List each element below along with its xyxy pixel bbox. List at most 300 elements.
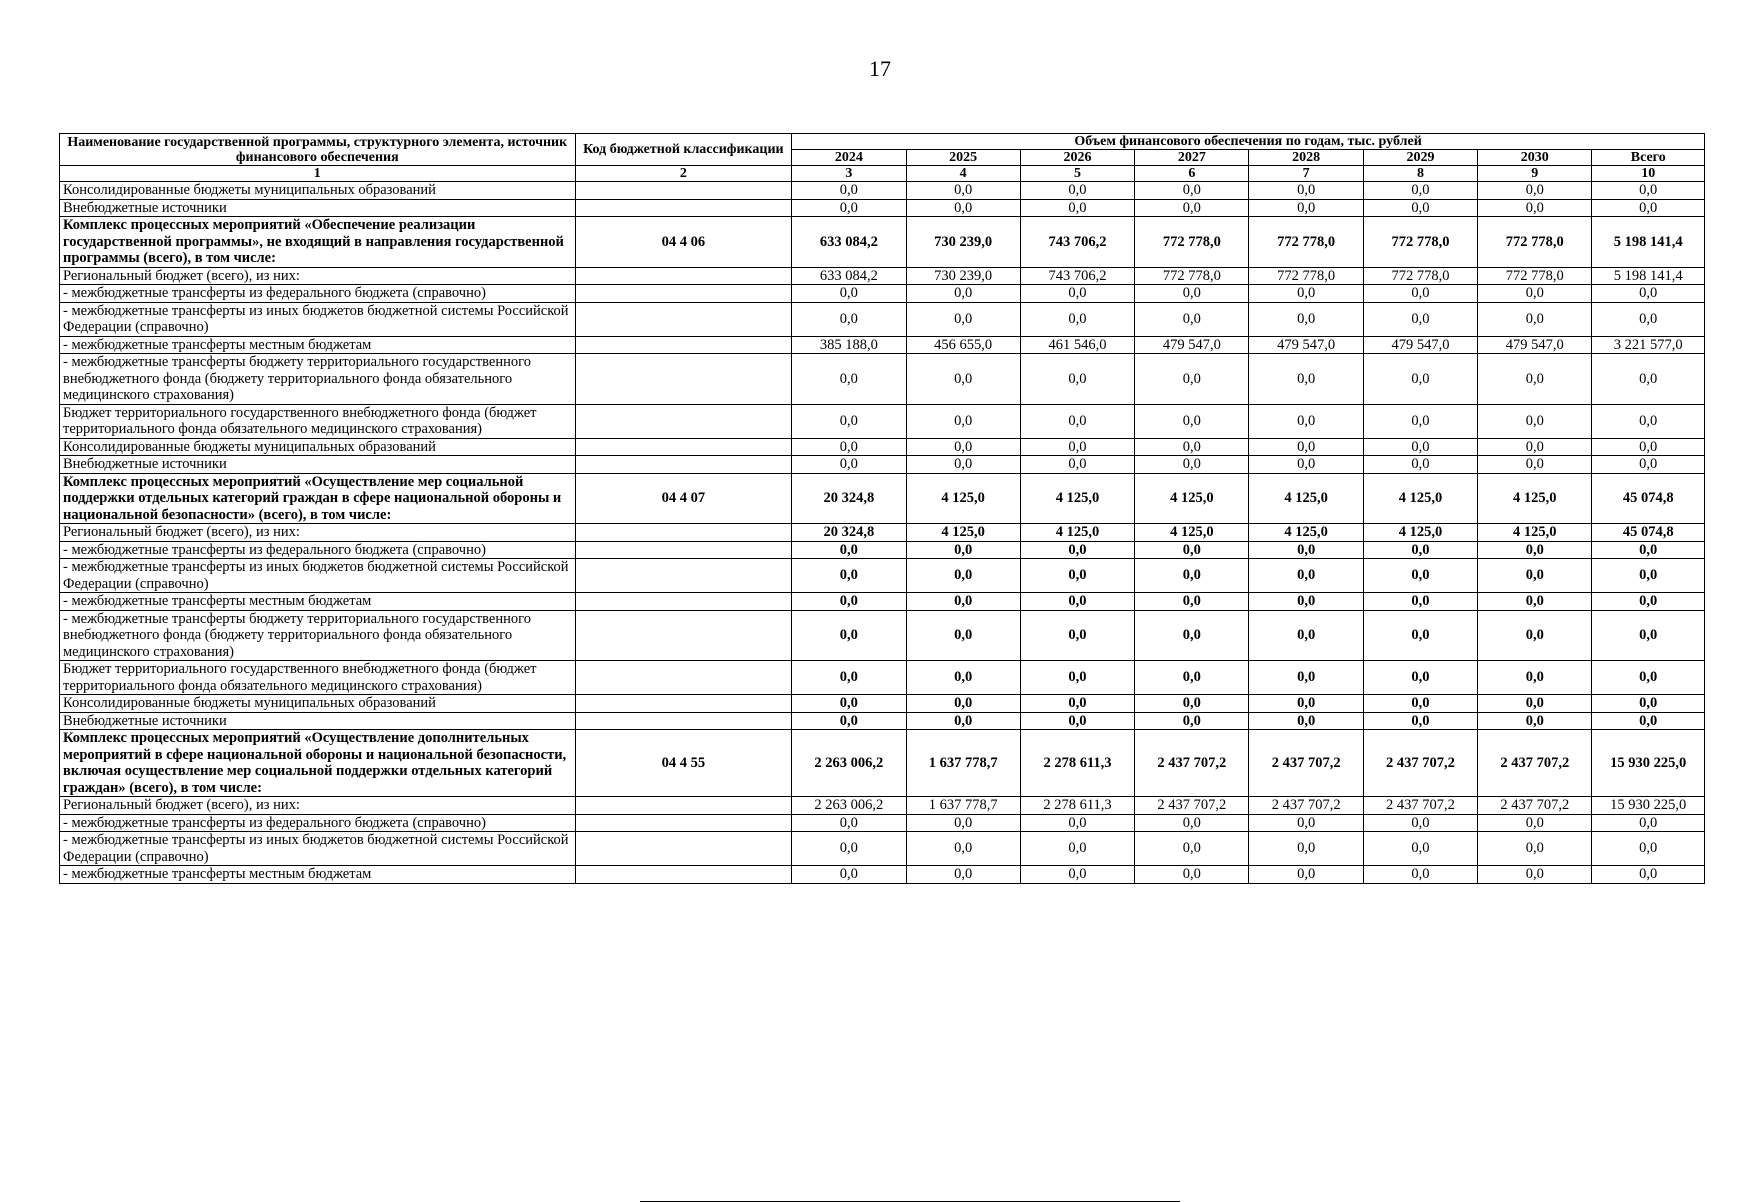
row-total: 45 074,8: [1592, 473, 1705, 524]
row-value: 0,0: [1020, 695, 1134, 713]
row-value: 743 706,2: [1020, 267, 1134, 285]
row-name: - межбюджетные трансферты бюджету территориального государственного внебюджетного фонда (бюджету территориального фонда обязательного медицинского страхования): [60, 610, 576, 661]
row-value: 4 125,0: [906, 473, 1020, 524]
row-value: 0,0: [1363, 285, 1477, 303]
row-value: 0,0: [1478, 593, 1592, 611]
table-header: [60, 134, 1705, 182]
row-value: 0,0: [1020, 302, 1134, 336]
row-value: 0,0: [1135, 302, 1249, 336]
row-value: 0,0: [906, 593, 1020, 611]
row-name: Бюджет территориального государственного внебюджетного фонда (бюджет территориального фонда обязательного медицинского страхования): [60, 661, 576, 695]
row-name: - межбюджетные трансферты из иных бюджетов бюджетной системы Российской Федерации (справочно): [60, 559, 576, 593]
column-number: 2: [575, 166, 792, 182]
row-value: 0,0: [1135, 610, 1249, 661]
row-value: 0,0: [1020, 354, 1134, 405]
row-name: Комплекс процессных мероприятий «Осуществление дополнительных мероприятий в сфере национальной обороны и национальной безопасности, включая осуществление мер социальной поддержки отдельных категорий граждан» (всего), в том числе:: [60, 730, 576, 797]
row-value: 0,0: [1363, 199, 1477, 217]
row-total: 0,0: [1592, 182, 1705, 200]
table-row: [60, 730, 1705, 797]
row-value: 0,0: [1249, 285, 1363, 303]
row-value: 0,0: [1478, 559, 1592, 593]
row-value: 0,0: [1135, 695, 1249, 713]
row-value: 0,0: [906, 302, 1020, 336]
row-total: 15 930 225,0: [1592, 730, 1705, 797]
row-code: [575, 302, 792, 336]
row-value: 0,0: [906, 182, 1020, 200]
row-code: [575, 610, 792, 661]
row-value: 1 637 778,7: [906, 730, 1020, 797]
row-value: 0,0: [1020, 593, 1134, 611]
row-value: 0,0: [1249, 438, 1363, 456]
row-value: 2 437 707,2: [1478, 730, 1592, 797]
row-value: 0,0: [792, 438, 906, 456]
row-value: 0,0: [906, 559, 1020, 593]
row-code: [575, 559, 792, 593]
row-value: 0,0: [1249, 302, 1363, 336]
row-value: 0,0: [1478, 610, 1592, 661]
table-row: [60, 797, 1705, 815]
row-value: 0,0: [1363, 456, 1477, 474]
row-value: 0,0: [792, 302, 906, 336]
row-value: 0,0: [1363, 593, 1477, 611]
row-value: 0,0: [1363, 610, 1477, 661]
row-value: 0,0: [1249, 541, 1363, 559]
column-number: 5: [1020, 166, 1134, 182]
row-value: 0,0: [1249, 866, 1363, 884]
row-value: 0,0: [906, 456, 1020, 474]
row-name: Комплекс процессных мероприятий «Обеспечение реализации государственной программы», не входящий в направления государственной программы (всего), в том числе:: [60, 217, 576, 268]
row-total: 0,0: [1592, 610, 1705, 661]
row-value: 0,0: [1249, 695, 1363, 713]
row-value: 2 437 707,2: [1135, 797, 1249, 815]
row-name: Региональный бюджет (всего), из них:: [60, 267, 576, 285]
row-value: 0,0: [906, 814, 1020, 832]
row-total: 15 930 225,0: [1592, 797, 1705, 815]
row-value: 0,0: [1478, 661, 1592, 695]
row-value: 0,0: [906, 695, 1020, 713]
row-name: Консолидированные бюджеты муниципальных образований: [60, 438, 576, 456]
column-number: 1: [60, 166, 576, 182]
row-value: 0,0: [792, 661, 906, 695]
row-value: 772 778,0: [1478, 217, 1592, 268]
table-row: [60, 473, 1705, 524]
row-value: 0,0: [792, 814, 906, 832]
row-value: 0,0: [1478, 302, 1592, 336]
column-number: 9: [1478, 166, 1592, 182]
row-total: 0,0: [1592, 285, 1705, 303]
row-value: 0,0: [1249, 610, 1363, 661]
row-value: 0,0: [792, 593, 906, 611]
row-value: 0,0: [1249, 832, 1363, 866]
row-value: 0,0: [792, 199, 906, 217]
row-value: 0,0: [906, 610, 1020, 661]
table-row: [60, 302, 1705, 336]
row-value: 0,0: [1249, 559, 1363, 593]
header-year: 2030: [1478, 150, 1592, 166]
row-value: 0,0: [1478, 438, 1592, 456]
row-value: 0,0: [1020, 866, 1134, 884]
row-code: [575, 661, 792, 695]
row-value: 0,0: [1478, 541, 1592, 559]
table-row: [60, 404, 1705, 438]
header-name: Наименование государственной программы, структурного элемента, источник финансового обеспечения: [60, 134, 576, 166]
row-name: - межбюджетные трансферты местным бюджетам: [60, 593, 576, 611]
row-value: 0,0: [1020, 832, 1134, 866]
header-total: Всего: [1592, 150, 1705, 166]
row-value: 0,0: [1249, 199, 1363, 217]
row-value: 0,0: [1020, 814, 1134, 832]
row-value: 2 437 707,2: [1363, 797, 1477, 815]
row-value: 0,0: [906, 712, 1020, 730]
row-value: 0,0: [792, 541, 906, 559]
row-value: 385 188,0: [792, 336, 906, 354]
row-value: 633 084,2: [792, 217, 906, 268]
row-total: 0,0: [1592, 559, 1705, 593]
row-code: [575, 541, 792, 559]
row-code: 04 4 06: [575, 217, 792, 268]
row-value: 0,0: [1363, 559, 1477, 593]
row-value: 0,0: [1135, 593, 1249, 611]
row-value: 461 546,0: [1020, 336, 1134, 354]
row-value: 0,0: [1249, 814, 1363, 832]
row-value: 4 125,0: [1135, 473, 1249, 524]
row-value: 0,0: [792, 610, 906, 661]
row-total: 0,0: [1592, 302, 1705, 336]
row-value: 479 547,0: [1478, 336, 1592, 354]
row-total: 45 074,8: [1592, 524, 1705, 542]
row-name: - межбюджетные трансферты из иных бюджетов бюджетной системы Российской Федерации (справочно): [60, 832, 576, 866]
table-row: [60, 814, 1705, 832]
row-value: 2 278 611,3: [1020, 797, 1134, 815]
page-number: 17: [869, 56, 891, 81]
row-total: 0,0: [1592, 456, 1705, 474]
row-value: 0,0: [1249, 712, 1363, 730]
row-name: Региональный бюджет (всего), из них:: [60, 797, 576, 815]
row-value: 0,0: [792, 456, 906, 474]
row-total: 0,0: [1592, 593, 1705, 611]
row-value: 0,0: [1363, 354, 1477, 405]
table-row: [60, 559, 1705, 593]
column-number: 10: [1592, 166, 1705, 182]
row-value: 0,0: [1135, 541, 1249, 559]
row-value: 0,0: [1020, 456, 1134, 474]
row-value: 0,0: [1020, 712, 1134, 730]
row-code: [575, 524, 792, 542]
row-name: Внебюджетные источники: [60, 199, 576, 217]
row-name: - межбюджетные трансферты из федерального бюджета (справочно): [60, 285, 576, 303]
row-value: 0,0: [1020, 610, 1134, 661]
row-value: 772 778,0: [1249, 267, 1363, 285]
row-code: [575, 404, 792, 438]
row-value: 0,0: [792, 559, 906, 593]
row-value: 772 778,0: [1478, 267, 1592, 285]
row-value: 730 239,0: [906, 267, 1020, 285]
table-row: [60, 182, 1705, 200]
row-value: 0,0: [1478, 182, 1592, 200]
row-value: 0,0: [906, 199, 1020, 217]
row-code: [575, 866, 792, 884]
row-code: [575, 354, 792, 405]
row-value: 633 084,2: [792, 267, 906, 285]
row-value: 2 437 707,2: [1478, 797, 1592, 815]
header-year: 2025: [906, 150, 1020, 166]
row-total: 0,0: [1592, 354, 1705, 405]
row-total: 0,0: [1592, 661, 1705, 695]
row-value: 4 125,0: [1135, 524, 1249, 542]
row-value: 0,0: [1135, 661, 1249, 695]
header-year: 2028: [1249, 150, 1363, 166]
row-value: 0,0: [1363, 661, 1477, 695]
row-name: - межбюджетные трансферты из федерального бюджета (справочно): [60, 541, 576, 559]
row-value: 4 125,0: [1363, 524, 1477, 542]
row-value: 0,0: [1135, 404, 1249, 438]
row-value: 0,0: [792, 285, 906, 303]
row-value: 2 278 611,3: [1020, 730, 1134, 797]
row-total: 5 198 141,4: [1592, 267, 1705, 285]
row-value: 0,0: [1363, 712, 1477, 730]
row-value: 0,0: [1478, 354, 1592, 405]
row-code: [575, 267, 792, 285]
row-value: 4 125,0: [1020, 473, 1134, 524]
row-value: 4 125,0: [1478, 473, 1592, 524]
header-year: 2026: [1020, 150, 1134, 166]
row-value: 0,0: [1363, 438, 1477, 456]
row-value: 0,0: [792, 354, 906, 405]
row-code: 04 4 55: [575, 730, 792, 797]
row-total: 0,0: [1592, 404, 1705, 438]
row-name: Региональный бюджет (всего), из них:: [60, 524, 576, 542]
row-value: 0,0: [1135, 285, 1249, 303]
row-name: Консолидированные бюджеты муниципальных образований: [60, 695, 576, 713]
row-value: 0,0: [792, 182, 906, 200]
row-value: 0,0: [1363, 832, 1477, 866]
row-value: 0,0: [1478, 712, 1592, 730]
row-value: 0,0: [1363, 866, 1477, 884]
row-value: 0,0: [1135, 199, 1249, 217]
row-value: 0,0: [1135, 832, 1249, 866]
row-value: 2 437 707,2: [1249, 730, 1363, 797]
row-value: 0,0: [792, 712, 906, 730]
row-value: 0,0: [792, 404, 906, 438]
row-value: 0,0: [1363, 404, 1477, 438]
row-value: 0,0: [906, 866, 1020, 884]
table-row: [60, 267, 1705, 285]
row-code: [575, 182, 792, 200]
row-code: [575, 456, 792, 474]
header-volume: Объем финансового обеспечения по годам, тыс. рублей: [792, 134, 1705, 150]
row-value: 772 778,0: [1135, 267, 1249, 285]
row-name: - межбюджетные трансферты из федерального бюджета (справочно): [60, 814, 576, 832]
row-value: 4 125,0: [1249, 473, 1363, 524]
row-value: 0,0: [1249, 456, 1363, 474]
table-row: [60, 593, 1705, 611]
row-name: Бюджет территориального государственного внебюджетного фонда (бюджет территориального фонда обязательного медицинского страхования): [60, 404, 576, 438]
table-row: [60, 712, 1705, 730]
table-row: [60, 217, 1705, 268]
row-value: 0,0: [1135, 182, 1249, 200]
table-row: [60, 832, 1705, 866]
row-value: 4 125,0: [906, 524, 1020, 542]
row-name: Комплекс процессных мероприятий «Осуществление мер социальной поддержки отдельных категорий граждан в сфере национальной обороны и национальной безопасности» (всего), в том числе:: [60, 473, 576, 524]
row-name: Внебюджетные источники: [60, 456, 576, 474]
row-value: 0,0: [792, 866, 906, 884]
table-row: [60, 695, 1705, 713]
row-total: 0,0: [1592, 866, 1705, 884]
row-value: 4 125,0: [1363, 473, 1477, 524]
row-value: 0,0: [906, 404, 1020, 438]
row-value: 4 125,0: [1249, 524, 1363, 542]
row-code: [575, 593, 792, 611]
table-row: [60, 354, 1705, 405]
row-value: 20 324,8: [792, 524, 906, 542]
row-value: 479 547,0: [1363, 336, 1477, 354]
row-value: 0,0: [1020, 559, 1134, 593]
header-year: 2024: [792, 150, 906, 166]
row-value: 0,0: [1135, 712, 1249, 730]
row-value: 0,0: [1478, 814, 1592, 832]
row-value: 0,0: [1363, 302, 1477, 336]
row-value: 0,0: [1020, 182, 1134, 200]
row-value: 772 778,0: [1249, 217, 1363, 268]
row-name: - межбюджетные трансферты местным бюджетам: [60, 866, 576, 884]
row-total: 0,0: [1592, 712, 1705, 730]
row-value: 0,0: [1478, 199, 1592, 217]
row-value: 0,0: [792, 832, 906, 866]
header-year: 2029: [1363, 150, 1477, 166]
row-value: 0,0: [1135, 456, 1249, 474]
table-row: [60, 524, 1705, 542]
row-code: [575, 438, 792, 456]
column-number: 8: [1363, 166, 1477, 182]
row-name: Консолидированные бюджеты муниципальных образований: [60, 182, 576, 200]
row-value: 479 547,0: [1135, 336, 1249, 354]
header-code: Код бюджетной классификации: [575, 134, 792, 166]
row-value: 4 125,0: [1478, 524, 1592, 542]
row-value: 2 437 707,2: [1363, 730, 1477, 797]
row-value: 0,0: [1478, 456, 1592, 474]
row-code: [575, 285, 792, 303]
row-value: 772 778,0: [1135, 217, 1249, 268]
row-value: 0,0: [1135, 866, 1249, 884]
row-value: 20 324,8: [792, 473, 906, 524]
row-value: 456 655,0: [906, 336, 1020, 354]
row-value: 1 637 778,7: [906, 797, 1020, 815]
row-value: 0,0: [1249, 404, 1363, 438]
table-body: [60, 182, 1705, 884]
row-value: 730 239,0: [906, 217, 1020, 268]
row-total: 0,0: [1592, 832, 1705, 866]
table-row: [60, 438, 1705, 456]
row-value: 0,0: [1135, 354, 1249, 405]
row-value: 0,0: [1020, 438, 1134, 456]
row-value: 0,0: [1249, 182, 1363, 200]
row-code: [575, 832, 792, 866]
row-value: 2 263 006,2: [792, 730, 906, 797]
row-value: 0,0: [1249, 354, 1363, 405]
table-row: [60, 866, 1705, 884]
row-value: 0,0: [1135, 559, 1249, 593]
row-value: 0,0: [1135, 438, 1249, 456]
column-number: 6: [1135, 166, 1249, 182]
row-value: 2 263 006,2: [792, 797, 906, 815]
row-total: 3 221 577,0: [1592, 336, 1705, 354]
row-total: 0,0: [1592, 438, 1705, 456]
row-value: 2 437 707,2: [1249, 797, 1363, 815]
row-value: 0,0: [906, 285, 1020, 303]
table-row: [60, 336, 1705, 354]
row-value: 0,0: [906, 438, 1020, 456]
row-code: [575, 695, 792, 713]
row-total: 0,0: [1592, 814, 1705, 832]
row-value: 0,0: [906, 661, 1020, 695]
row-value: 772 778,0: [1363, 217, 1477, 268]
row-total: 0,0: [1592, 541, 1705, 559]
row-value: 0,0: [1020, 661, 1134, 695]
row-code: [575, 199, 792, 217]
row-code: [575, 712, 792, 730]
row-value: 0,0: [1020, 285, 1134, 303]
table-row: [60, 456, 1705, 474]
row-value: 0,0: [906, 832, 1020, 866]
table-row: [60, 199, 1705, 217]
row-value: 0,0: [1478, 832, 1592, 866]
row-code: [575, 797, 792, 815]
row-value: 0,0: [1478, 695, 1592, 713]
row-value: 0,0: [906, 354, 1020, 405]
row-value: 0,0: [1020, 199, 1134, 217]
row-value: 479 547,0: [1249, 336, 1363, 354]
row-value: 0,0: [1478, 285, 1592, 303]
table-row: [60, 541, 1705, 559]
row-value: 0,0: [1478, 866, 1592, 884]
table-row: [60, 285, 1705, 303]
row-name: - межбюджетные трансферты бюджету территориального государственного внебюджетного фонда (бюджету территориального фонда обязательного медицинского страхования): [60, 354, 576, 405]
row-value: 0,0: [1478, 404, 1592, 438]
header-year: 2027: [1135, 150, 1249, 166]
row-value: 0,0: [1363, 182, 1477, 200]
row-value: 0,0: [1020, 541, 1134, 559]
row-code: 04 4 07: [575, 473, 792, 524]
row-value: 0,0: [792, 695, 906, 713]
row-total: 0,0: [1592, 695, 1705, 713]
row-value: 0,0: [1363, 541, 1477, 559]
column-number: 4: [906, 166, 1020, 182]
table-row: [60, 661, 1705, 695]
row-total: 0,0: [1592, 199, 1705, 217]
row-code: [575, 336, 792, 354]
table-row: [60, 610, 1705, 661]
row-value: 743 706,2: [1020, 217, 1134, 268]
row-value: 0,0: [1135, 814, 1249, 832]
column-number: 3: [792, 166, 906, 182]
row-name: - межбюджетные трансферты из иных бюджетов бюджетной системы Российской Федерации (справочно): [60, 302, 576, 336]
row-value: 0,0: [906, 541, 1020, 559]
row-name: Внебюджетные источники: [60, 712, 576, 730]
row-value: 0,0: [1249, 593, 1363, 611]
row-name: - межбюджетные трансферты местным бюджетам: [60, 336, 576, 354]
row-value: 0,0: [1363, 695, 1477, 713]
row-value: 0,0: [1249, 661, 1363, 695]
row-total: 5 198 141,4: [1592, 217, 1705, 268]
row-value: 0,0: [1020, 404, 1134, 438]
row-value: 4 125,0: [1020, 524, 1134, 542]
row-value: 2 437 707,2: [1135, 730, 1249, 797]
column-number: 7: [1249, 166, 1363, 182]
budget-table: [59, 133, 1705, 884]
row-code: [575, 814, 792, 832]
row-value: 0,0: [1363, 814, 1477, 832]
row-value: 772 778,0: [1363, 267, 1477, 285]
